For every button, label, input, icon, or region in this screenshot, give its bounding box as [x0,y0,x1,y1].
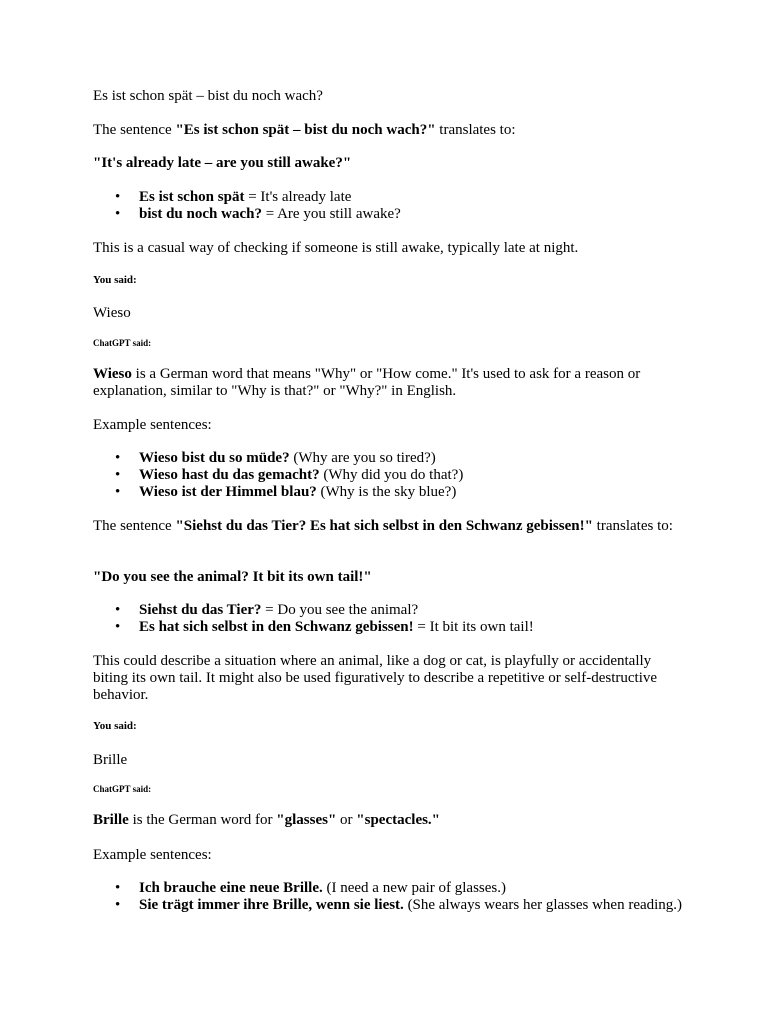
question-line: Es ist schon spät – bist du noch wach? [93,88,323,104]
chatgpt-said-label: ChatGPT said: [93,338,152,348]
you-said-label: You said: [93,274,137,286]
examples-list [93,450,683,501]
chatgpt-said-label: ChatGPT said: [93,784,152,794]
list-item: • Ich brauche eine neue Brille. (I need a new pair of glasses.) [93,880,683,897]
translation-result: "Do you see the animal? It bit its own tail!" [93,569,372,585]
translation-intro: The sentence "Siehst du das Tier? Es hat sich selbst in den Schwanz gebissen!" translates to: [93,518,673,534]
explanation-paragraph: This could describe a situation where an animal, like a dog or cat, is playfully or accidentally biting its own tail. It might also be used figuratively to describe a repetitive or self-destructive behavior. [93,653,658,703]
list-item: • Es ist schon spät = It's already late [93,189,683,206]
definition-paragraph: Brille is the German word for "glasses" or "spectacles." [93,812,441,828]
translation-result: "It's already late – are you still awake?" [93,155,352,171]
examples-list [93,880,683,914]
list-item: • bist du noch wach? = Are you still awake? [93,206,683,223]
user-message: Brille [93,752,128,768]
list-item: • Wieso bist du so müde? (Why are you so tired?) [93,450,683,467]
list-item: • Wieso ist der Himmel blau? (Why is the sky blue?) [93,484,683,501]
examples-heading: Example sentences: [93,417,212,433]
you-said-label: You said: [93,720,137,732]
list-item: • Sie trägt immer ihre Brille, wenn sie liest. (She always wears her glasses when reading.) [93,897,683,914]
breakdown-list [93,602,683,636]
definition-paragraph: Wieso is a German word that means "Why" or "How come." It's used to ask for a reason or explanation, similar to "Why is that?" or "Why?" in English. [93,366,641,399]
translation-intro: The sentence "Es ist schon spät – bist du noch wach?" translates to: [93,122,516,138]
examples-heading: Example sentences: [93,847,212,863]
list-item: • Wieso hast du das gemacht? (Why did you do that?) [93,467,683,484]
explanation-paragraph: This is a casual way of checking if someone is still awake, typically late at night. [93,240,579,256]
list-item: • Siehst du das Tier? = Do you see the animal? [93,602,683,619]
user-message: Wieso [93,305,131,321]
list-item: • Es hat sich selbst in den Schwanz gebissen! = It bit its own tail! [93,619,683,636]
breakdown-list [93,189,683,223]
